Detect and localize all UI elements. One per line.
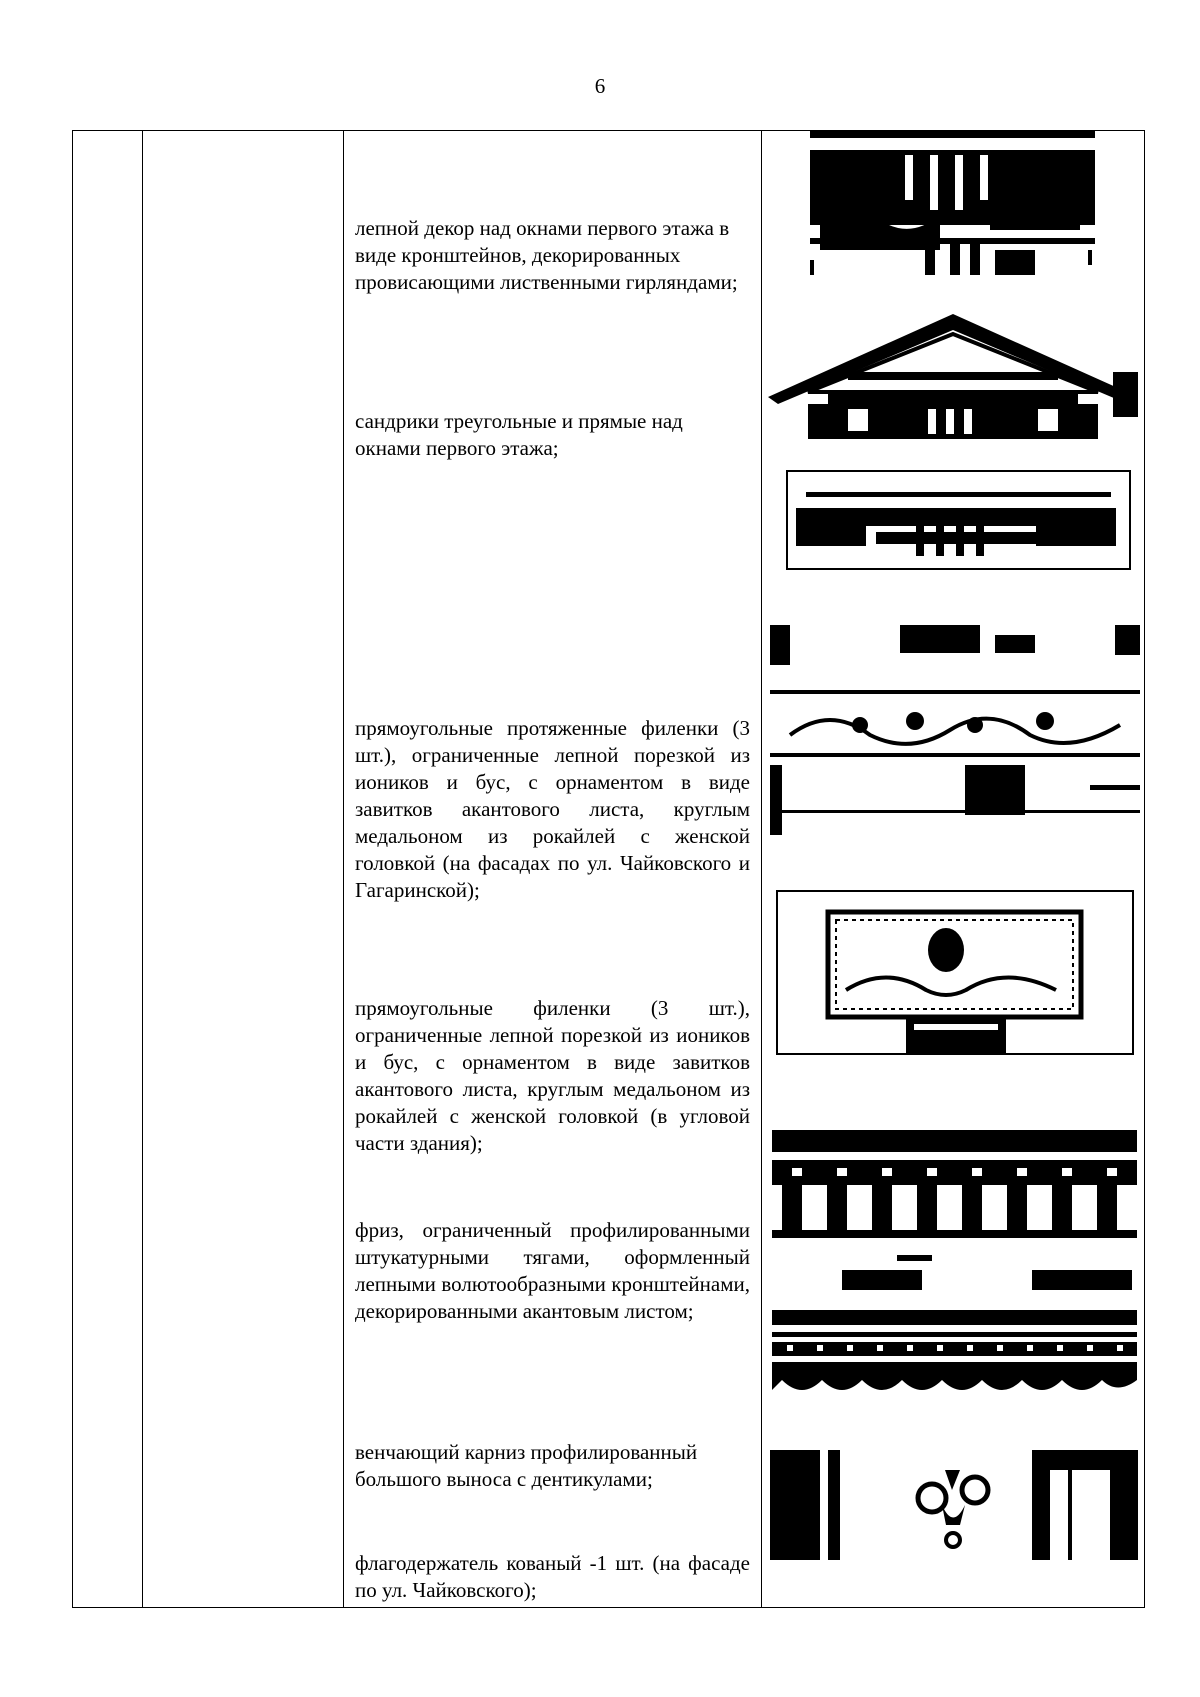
item-description-5: фриз, ограниченный профилированными штукатурными тягами, оформленный лепными волютообразными кронштейнами, декорированными акантовым листом; (355, 1218, 750, 1323)
photo-flag-holder (770, 1450, 1138, 1560)
column-divider-2 (343, 130, 344, 1608)
column-divider-3 (761, 130, 762, 1608)
item-description-1: лепной декор над окнами первого этажа в виде кронштейнов, декорированных провисающими лиственными гирляндами; (355, 216, 738, 294)
photo-cornice-denticles (772, 1310, 1137, 1405)
photo-triangular-pediment (768, 312, 1138, 447)
page-number: 6 (594, 74, 606, 98)
photo-straight-sandrik (786, 470, 1131, 570)
item-description-2: сандрики треугольные и прямые над окнами первого этажа; (355, 409, 683, 460)
photo-corner-panel (776, 890, 1134, 1055)
photo-bracket-decor (810, 130, 1095, 280)
item-description-4: прямоугольные филенки (3 шт.), ограниченные лепной порезкой из иоников и бус, с орнаментом в виде завитков акантового листа, круглым медальоном из рокайлей с женской головкой (в угловой части здания); (355, 996, 750, 1155)
item-description-7: флагодержатель кованый -1 шт. (на фасаде по ул. Чайковского); (355, 1551, 750, 1602)
photo-frieze-brackets (772, 1130, 1137, 1295)
item-description-6: венчающий карниз профилированный большого выноса с дентикулами; (355, 1440, 698, 1491)
photo-long-panel (770, 625, 1140, 835)
column-divider-1 (142, 130, 143, 1608)
item-description-3: прямоугольные протяженные филенки (3 шт.), ограниченные лепной порезкой из иоников и бус, с орнаментом в виде завитков акантового листа, круглым медальоном из рокайлей с женской головкой (на фасадах по ул. Чайковского и Гагаринской); (355, 716, 750, 902)
